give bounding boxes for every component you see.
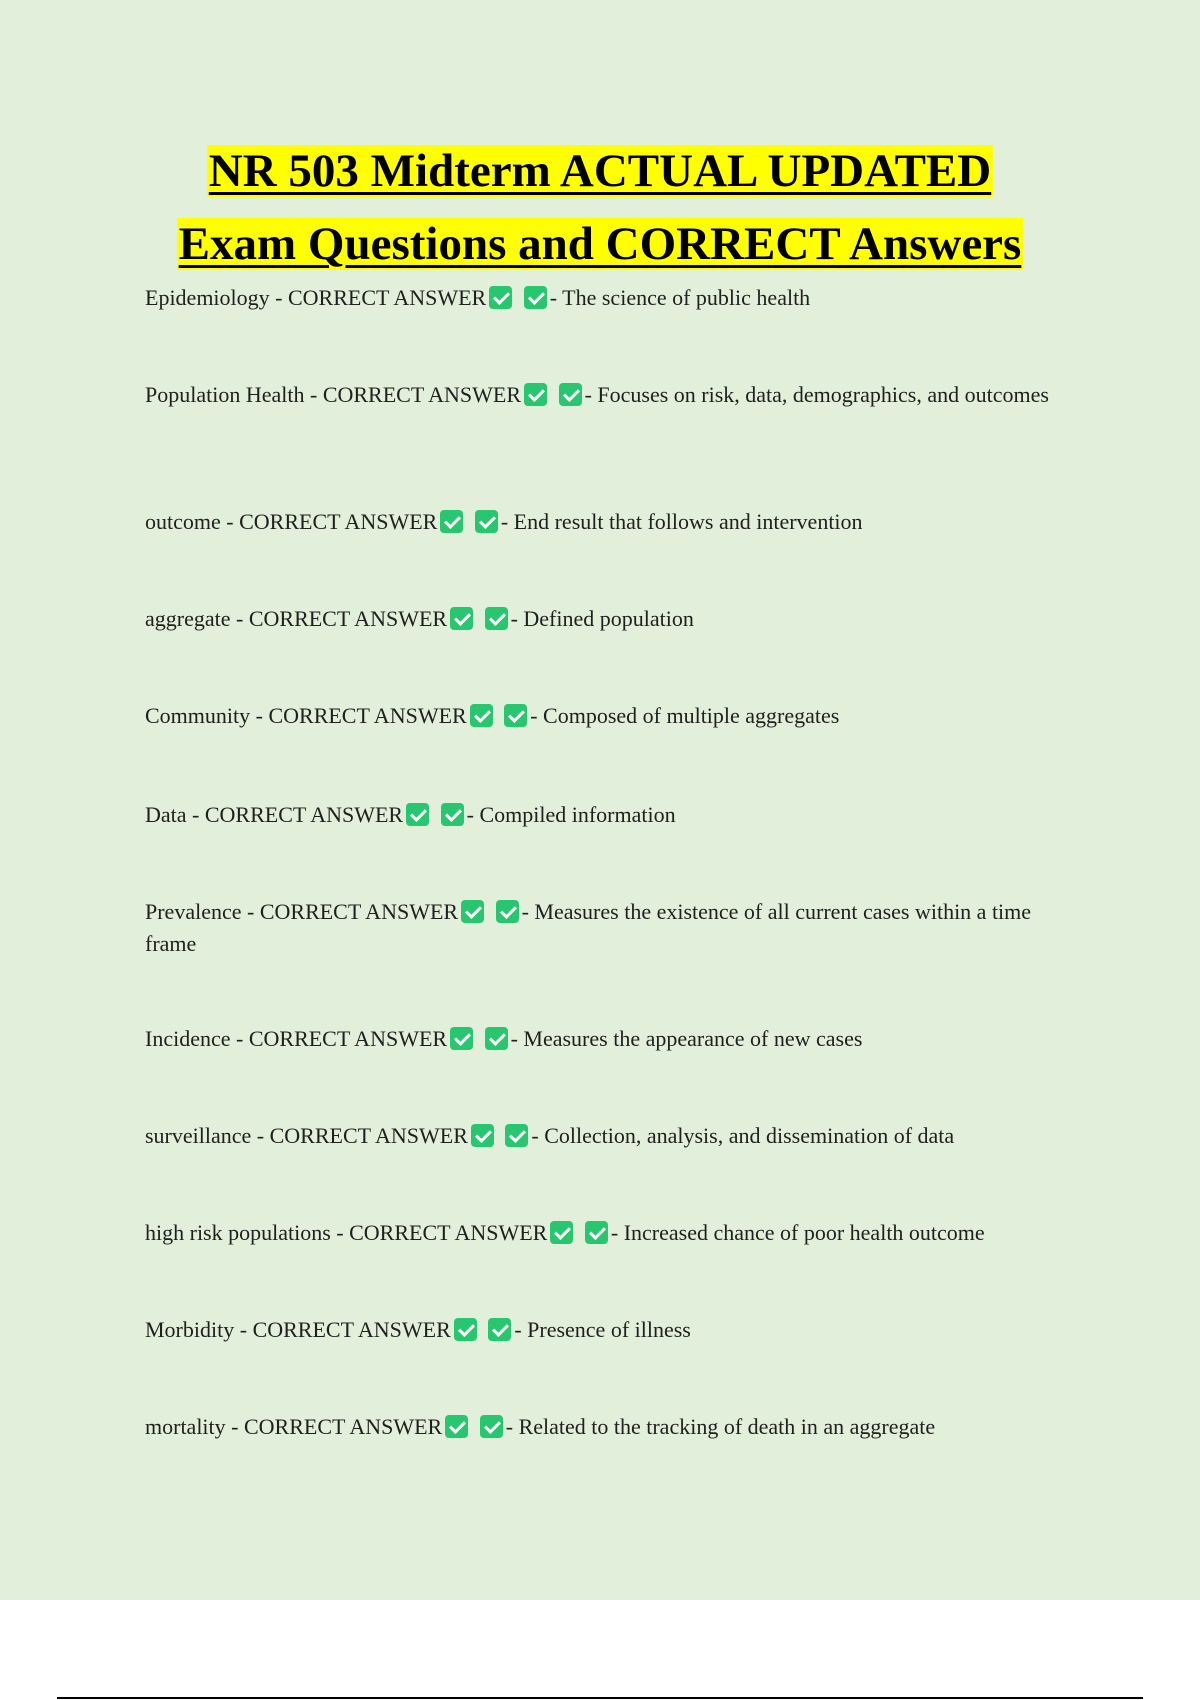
check-box-icon	[450, 1027, 473, 1050]
qa-item: Incidence - CORRECT ANSWER - Measures the appearance of new cases	[145, 1026, 863, 1051]
qa-answer: Related to the tracking of death in an aggregate	[518, 1414, 936, 1439]
qa-separator: CORRECT ANSWER	[259, 899, 459, 924]
qa-separator: CORRECT ANSWER	[204, 802, 404, 827]
qa-item: aggregate - CORRECT ANSWER - Defined population	[145, 606, 694, 631]
document-title	[0, 140, 1200, 286]
qa-separator: CORRECT ANSWER	[243, 1414, 443, 1439]
qa-item: Prevalence - CORRECT ANSWER - Measures the existence of all current cases within a time frame	[145, 899, 1032, 956]
check-box-icon	[450, 607, 473, 630]
qa-term: Morbidity	[145, 1317, 235, 1342]
check-box-icon	[488, 1318, 511, 1341]
qa-term: high risk populations	[145, 1220, 331, 1245]
qa-item: Community - CORRECT ANSWER - Composed of multiple aggregates	[145, 703, 840, 728]
qa-separator: CORRECT ANSWER	[248, 1026, 448, 1051]
qa-separator: CORRECT ANSWER	[248, 606, 448, 631]
check-box-icon	[489, 286, 512, 309]
check-box-icon	[441, 803, 464, 826]
qa-term: surveillance	[145, 1123, 252, 1148]
title-line-1: NR 503 Midterm ACTUAL UPDATED	[208, 145, 992, 197]
check-box-icon	[440, 510, 463, 533]
qa-item: high risk populations - CORRECT ANSWER - Increased chance of poor health outcome	[145, 1220, 985, 1245]
check-box-icon	[445, 1415, 468, 1438]
check-box-icon	[480, 1415, 503, 1438]
footer-divider	[57, 1697, 1143, 1699]
qa-item: surveillance - CORRECT ANSWER - Collection, analysis, and dissemination of data	[145, 1123, 955, 1148]
qa-answer: Measures the existence of all current cases within a time frame	[145, 899, 1032, 956]
qa-term: Community	[145, 703, 251, 728]
check-box-icon	[406, 803, 429, 826]
check-box-icon	[505, 1124, 528, 1147]
check-box-icon	[471, 1124, 494, 1147]
check-box-icon	[585, 1221, 608, 1244]
qa-item: mortality - CORRECT ANSWER - Related to the tracking of death in an aggregate	[145, 1414, 936, 1439]
check-box-icon	[475, 510, 498, 533]
qa-answer: Compiled information	[479, 802, 676, 827]
qa-term: outcome	[145, 509, 221, 534]
qa-separator: CORRECT ANSWER	[322, 382, 522, 407]
qa-separator: CORRECT ANSWER	[252, 1317, 451, 1342]
qa-item: Data - CORRECT ANSWER - Compiled information	[145, 802, 676, 827]
qa-term: mortality	[145, 1414, 226, 1439]
qa-separator: CORRECT ANSWER	[268, 703, 467, 728]
check-box-icon	[454, 1318, 477, 1341]
check-box-icon	[550, 1221, 573, 1244]
qa-item: outcome - CORRECT ANSWER - End result that follows and intervention	[145, 509, 863, 534]
qa-answer: The science of public health	[562, 285, 811, 310]
qa-answer: Measures the appearance of new cases	[523, 1026, 863, 1051]
qa-item: Epidemiology - CORRECT ANSWER - The science of public health	[145, 285, 811, 310]
check-box-icon	[496, 900, 519, 923]
qa-answer: Composed of multiple aggregates	[543, 703, 840, 728]
qa-term: Prevalence	[145, 899, 242, 924]
check-box-icon	[485, 1027, 508, 1050]
check-box-icon	[524, 286, 547, 309]
qa-answer: End result that follows and intervention	[513, 509, 863, 534]
qa-separator: CORRECT ANSWER	[269, 1123, 468, 1148]
qa-term: Incidence	[145, 1026, 231, 1051]
qa-separator: CORRECT ANSWER	[349, 1220, 548, 1245]
check-box-icon	[524, 383, 547, 406]
qa-item: Morbidity - CORRECT ANSWER - Presence of illness	[145, 1317, 691, 1342]
qa-term: Data	[145, 802, 187, 827]
qa-answer: Collection, analysis, and dissemination of data	[544, 1123, 955, 1148]
qa-term: Epidemiology	[145, 285, 270, 310]
title-line-2: Exam Questions and CORRECT Answers	[178, 218, 1022, 270]
qa-answer: Focuses on risk, data, demographics, and outcomes	[597, 382, 1049, 407]
check-box-icon	[470, 704, 493, 727]
qa-separator: CORRECT ANSWER	[287, 285, 487, 310]
qa-term: Population Health	[145, 382, 305, 407]
qa-answer: Defined population	[523, 606, 694, 631]
qa-answer: Presence of illness	[527, 1317, 691, 1342]
qa-item: Population Health - CORRECT ANSWER - Focuses on risk, data, demographics, and outcomes	[145, 382, 1049, 407]
check-box-icon	[461, 900, 484, 923]
check-box-icon	[504, 704, 527, 727]
check-box-icon	[559, 383, 582, 406]
qa-term: aggregate	[145, 606, 231, 631]
qa-separator: CORRECT ANSWER	[239, 509, 438, 534]
check-box-icon	[485, 607, 508, 630]
qa-answer: Increased chance of poor health outcome	[623, 1220, 985, 1245]
